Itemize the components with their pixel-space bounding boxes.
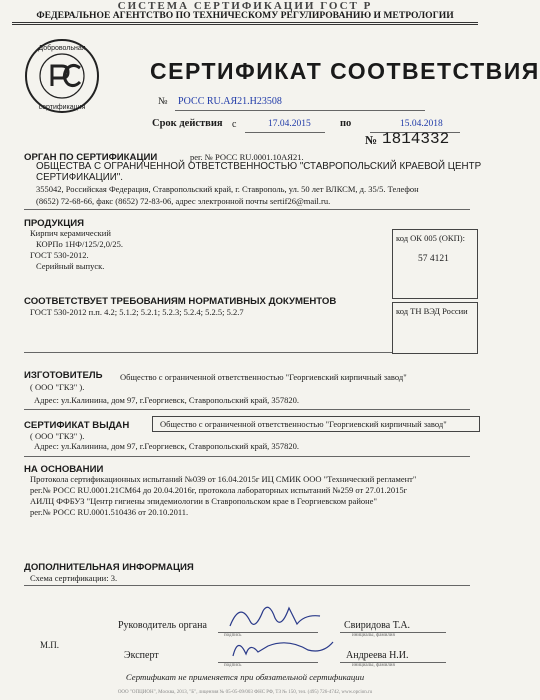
tnved-label: код ТН ВЭД России	[396, 306, 468, 316]
manufacturer-short: ( ООО "ГКЗ" ).	[30, 382, 85, 392]
expert-signature-caption: подпись	[224, 663, 242, 668]
issued-to-heading: СЕРТИФИКАТ ВЫДАН	[24, 420, 130, 431]
expert-name-caption: инициалы, фамилия	[352, 663, 395, 668]
logo-top-text: Добровольная	[38, 45, 86, 52]
head-label: Руководитель органа	[118, 620, 207, 631]
compliance-heading: СООТВЕТСТВУЕТ ТРЕБОВАНИЯМ НОРМАТИВНЫХ ДОКУМЕНТОВ	[24, 296, 337, 307]
manufacturer-name: Общество с ограниченной ответственностью "Георгиевский кирпичный завод"	[120, 372, 407, 382]
header-rule	[12, 22, 478, 23]
manufacturer-address: Адрес: ул.Калинина, дом 97, г.Георгиевск, Ставропольский край, 357820.	[34, 395, 300, 405]
validity-label: Срок действия	[152, 118, 223, 129]
organ-address-line1: 355042, Российская Федерация, Ставропольский край, г. Ставрополь, ул. 50 лет ВЛКСМ, д. 35/5. Телефон	[36, 184, 419, 194]
basis-heading: НА ОСНОВАНИИ	[24, 464, 104, 475]
printer-imprint: ООО "ОПЦИОН", Москва, 2013, "Б", лицензия № 05-05-09/003 ФНС РФ, ТЗ № 150, тел. (495) 726-4742, www.opcion.ru	[117, 690, 373, 695]
head-signature-caption: подпись	[224, 633, 242, 638]
system-header: СИСТЕМА СЕРТИФИКАЦИИ ГОСТ Р	[117, 0, 373, 12]
organ-address-line2: (8652) 72-68-66, факс (8652) 72-83-06, адрес электронной почты sertif26@mail.ru.	[36, 196, 331, 206]
manufacturer-heading: ИЗГОТОВИТЕЛЬ	[24, 370, 103, 381]
organ-heading: ОРГАН ПО СЕРТИФИКАЦИИ	[24, 152, 158, 163]
basis-line-2: рег.№ РОСС RU.0001.21СМ64 до 20.04.2016г, протокола лабораторных испытаний №259 от 27.01.2015г	[30, 485, 408, 495]
header-rule-2	[12, 24, 478, 25]
okp-value: 57 4121	[418, 254, 449, 264]
product-line-4: Серийный выпуск.	[36, 261, 105, 271]
validity-to-label: по	[340, 118, 352, 129]
validity-to: 15.04.2018	[400, 119, 443, 129]
logo-bottom-text: сертификация	[38, 104, 86, 111]
organ-name-line2: СЕРТИФИКАЦИИ".	[36, 172, 123, 183]
stamp-label: М.П.	[40, 640, 60, 650]
organ-reg: рег. № РОСС RU.0001.10АЯ21.	[190, 152, 304, 162]
serial-label: №	[365, 133, 378, 147]
additional-info-heading: ДОПОЛНИТЕЛЬНАЯ ИНФОРМАЦИЯ	[24, 562, 194, 573]
issued-to-name: Общество с ограниченной ответственностью "Георгиевский кирпичный завод"	[160, 419, 447, 429]
okp-label: код ОК 005 (ОКП):	[396, 233, 465, 243]
head-name: Свиридова Т.А.	[344, 620, 411, 631]
validity-from: 17.04.2015	[268, 119, 311, 129]
basis-line-1: Протокола сертификационных испытаний №039 от 16.04.2015г ИЦ СМИК ООО "Технический регламент"	[30, 474, 417, 484]
issued-to-address: Адрес: ул.Калинина, дом 97, г.Георгиевск, Ставропольский край, 357820.	[34, 441, 300, 451]
product-line-2: КОРПо 1НФ/125/2,0/25.	[36, 239, 124, 249]
product-line-3: ГОСТ 530-2012.	[30, 250, 89, 260]
head-signature	[225, 596, 325, 636]
footer-note: Сертификат не применяется при обязательной сертификации	[125, 672, 365, 682]
validity-from-label: с	[232, 119, 237, 130]
expert-signature	[228, 632, 338, 664]
basis-line-4: рег.№ РОСС RU.0001.510436 от 20.10.2011.	[30, 507, 189, 517]
product-heading: ПРОДУКЦИЯ	[24, 218, 85, 229]
expert-label: Эксперт	[124, 650, 159, 661]
expert-name: Андреева Н.И.	[346, 650, 409, 661]
certification-scheme: Схема сертификации: 3.	[30, 573, 118, 583]
cert-number-value: РОСС RU.АЯ21.Н23508	[178, 96, 282, 107]
agency-header: ФЕДЕРАЛЬНОЕ АГЕНТСТВО ПО ТЕХНИЧЕСКОМУ РЕГУЛИРОВАНИЮ И МЕТРОЛОГИИ	[36, 10, 454, 21]
rst-voluntary-certification-logo	[22, 36, 102, 116]
issued-to-short: ( ООО "ГКЗ" ).	[30, 431, 85, 441]
cert-number-label: №	[158, 96, 168, 107]
product-line-1: Кирпич керамический	[30, 228, 111, 238]
compliance-text: ГОСТ 530-2012 п.п. 4.2; 5.1.2; 5.2.1; 5.2.3; 5.2.4; 5.2.5; 5.2.7	[30, 307, 244, 317]
organ-name-line1: ОБЩЕСТВА С ОГРАНИЧЕННОЙ ОТВЕТСТВЕННОСТЬЮ "СТАВРОПОЛЬСКИЙ КРАЕВОЙ ЦЕНТР	[36, 161, 482, 172]
certificate-title: СЕРТИФИКАТ СООТВЕТСТВИЯ	[150, 58, 540, 84]
serial-number: 1814332	[382, 130, 450, 148]
basis-line-3: АИЛЦ ФФБУЗ "Центр гигиены эпидемиологии в Ставропольском крае в Георгиевском районе"	[30, 496, 377, 506]
logo-mark-text: РСТ	[22, 36, 24, 37]
head-name-caption: инициалы, фамилия	[352, 633, 395, 638]
